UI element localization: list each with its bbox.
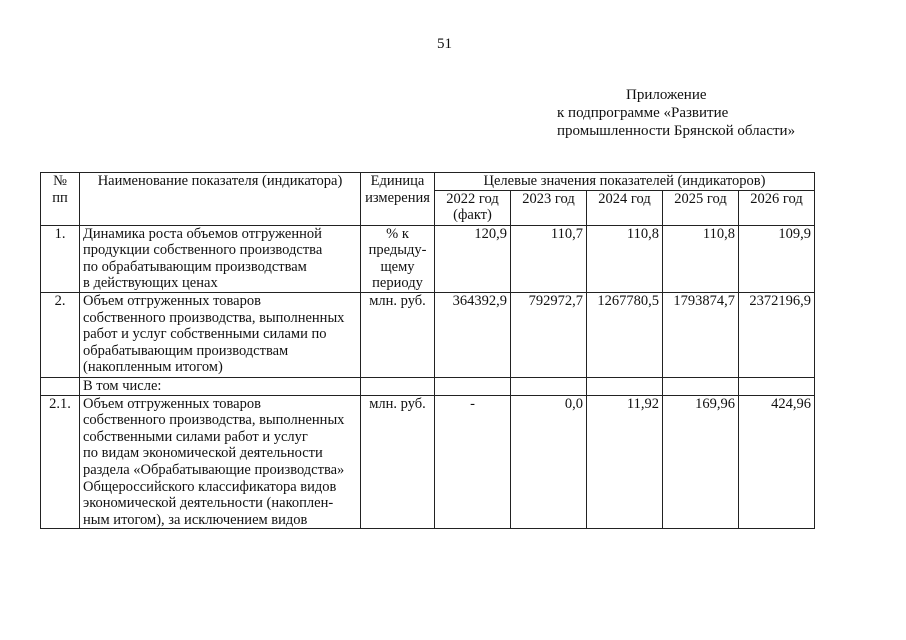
header-name: Наименование показателя (индикатора) [80,173,361,226]
header-year [663,190,739,225]
appendix-subtitle-line: промышленности Брянской области» [557,123,796,139]
header-target-values: Целевые значения показателей (индикаторов) [435,173,815,191]
table-header-row [41,173,815,191]
header-year-label: 2026 год [750,190,803,207]
row-name-line: раздела «Обрабатывающие производства» [83,461,345,478]
header-year [587,190,663,225]
row-value [435,377,511,395]
row-value: 424,96 [739,395,815,529]
row-unit-line: периоду [372,275,423,292]
appendix-subtitle-line: к подпрограмме «Развитие [557,105,729,121]
row-name-line: (накопленным итогом) [83,359,223,376]
header-num: № пп [41,173,80,226]
row-name-line: экономической деятельности (накоплен- [83,495,334,512]
row-value: 169,96 [663,395,739,529]
row-value: 1793874,7 [663,292,739,377]
row-unit-line: млн. руб. [369,292,426,309]
header-unit-line: измерения [365,189,430,206]
row-value [739,377,815,395]
row-name-line: по видам экономической деятельности [83,445,323,462]
row-name [80,395,361,529]
row-name [80,225,361,292]
row-unit [361,377,435,395]
row-name [80,292,361,377]
row-num [41,377,80,395]
header-year [435,190,511,225]
row-name-line: ным итогом), за исключением видов [83,511,308,528]
row-name-line: в действующих ценах [83,275,218,292]
row-num: 1. [41,225,80,292]
row-num: 2.1. [41,395,80,529]
row-name-line: продукции собственного производства [83,242,323,259]
indicators-table [40,172,815,529]
row-name-line: собственными силами работ и услуг [83,428,308,445]
row-name-line: Объем отгруженных товаров [83,395,261,412]
row-value: 792972,7 [511,292,587,377]
row-value: 110,7 [511,225,587,292]
row-unit [361,225,435,292]
appendix-title: Приложение [626,87,707,103]
row-unit [361,292,435,377]
table-row [41,377,815,395]
page-number: 51 [437,36,452,52]
row-value [511,377,587,395]
row-value: 1267780,5 [587,292,663,377]
row-num: 2. [41,292,80,377]
row-value: 11,92 [587,395,663,529]
table-row [41,225,815,292]
header-year-label: 2023 год [522,190,575,207]
row-name [80,377,361,395]
row-value: 364392,9 [435,292,511,377]
header-unit [361,173,435,226]
row-name-line: Общероссийского классификатора видов [83,478,337,495]
row-value [587,377,663,395]
table-row [41,292,815,377]
row-name-line: обрабатывающим производствам [83,342,289,359]
row-unit-line: % к [386,225,409,242]
header-year-note: (факт) [453,207,492,224]
header-year [739,190,815,225]
row-value: 0,0 [511,395,587,529]
row-unit [361,395,435,529]
row-name-line: собственного производства, выполненных [83,412,345,429]
row-unit-line: млн. руб. [369,395,426,412]
row-value: - [435,395,511,529]
row-name-line: Динамика роста объемов отгруженной [83,225,322,242]
header-year-label: 2025 год [674,190,727,207]
header-year [511,190,587,225]
header-year-label: 2024 год [598,190,651,207]
appendix-header [557,86,795,140]
row-name-line: Объем отгруженных товаров [83,292,261,309]
row-value: 120,9 [435,225,511,292]
row-value: 110,8 [663,225,739,292]
row-unit-line: предыду- [368,242,427,259]
row-name-line: В том числе: [83,377,162,394]
header-unit-line: Единица [370,173,425,189]
table-row [41,395,815,529]
row-unit-line: щему [380,258,415,275]
row-value: 110,8 [587,225,663,292]
row-value: 2372196,9 [739,292,815,377]
header-year-label: 2022 год [446,190,499,207]
row-name-line: работ и услуг собственными силами по [83,326,327,343]
row-name-line: по обрабатывающим производствам [83,258,307,275]
row-value: 109,9 [739,225,815,292]
row-name-line: собственного производства, выполненных [83,309,345,326]
row-value [663,377,739,395]
